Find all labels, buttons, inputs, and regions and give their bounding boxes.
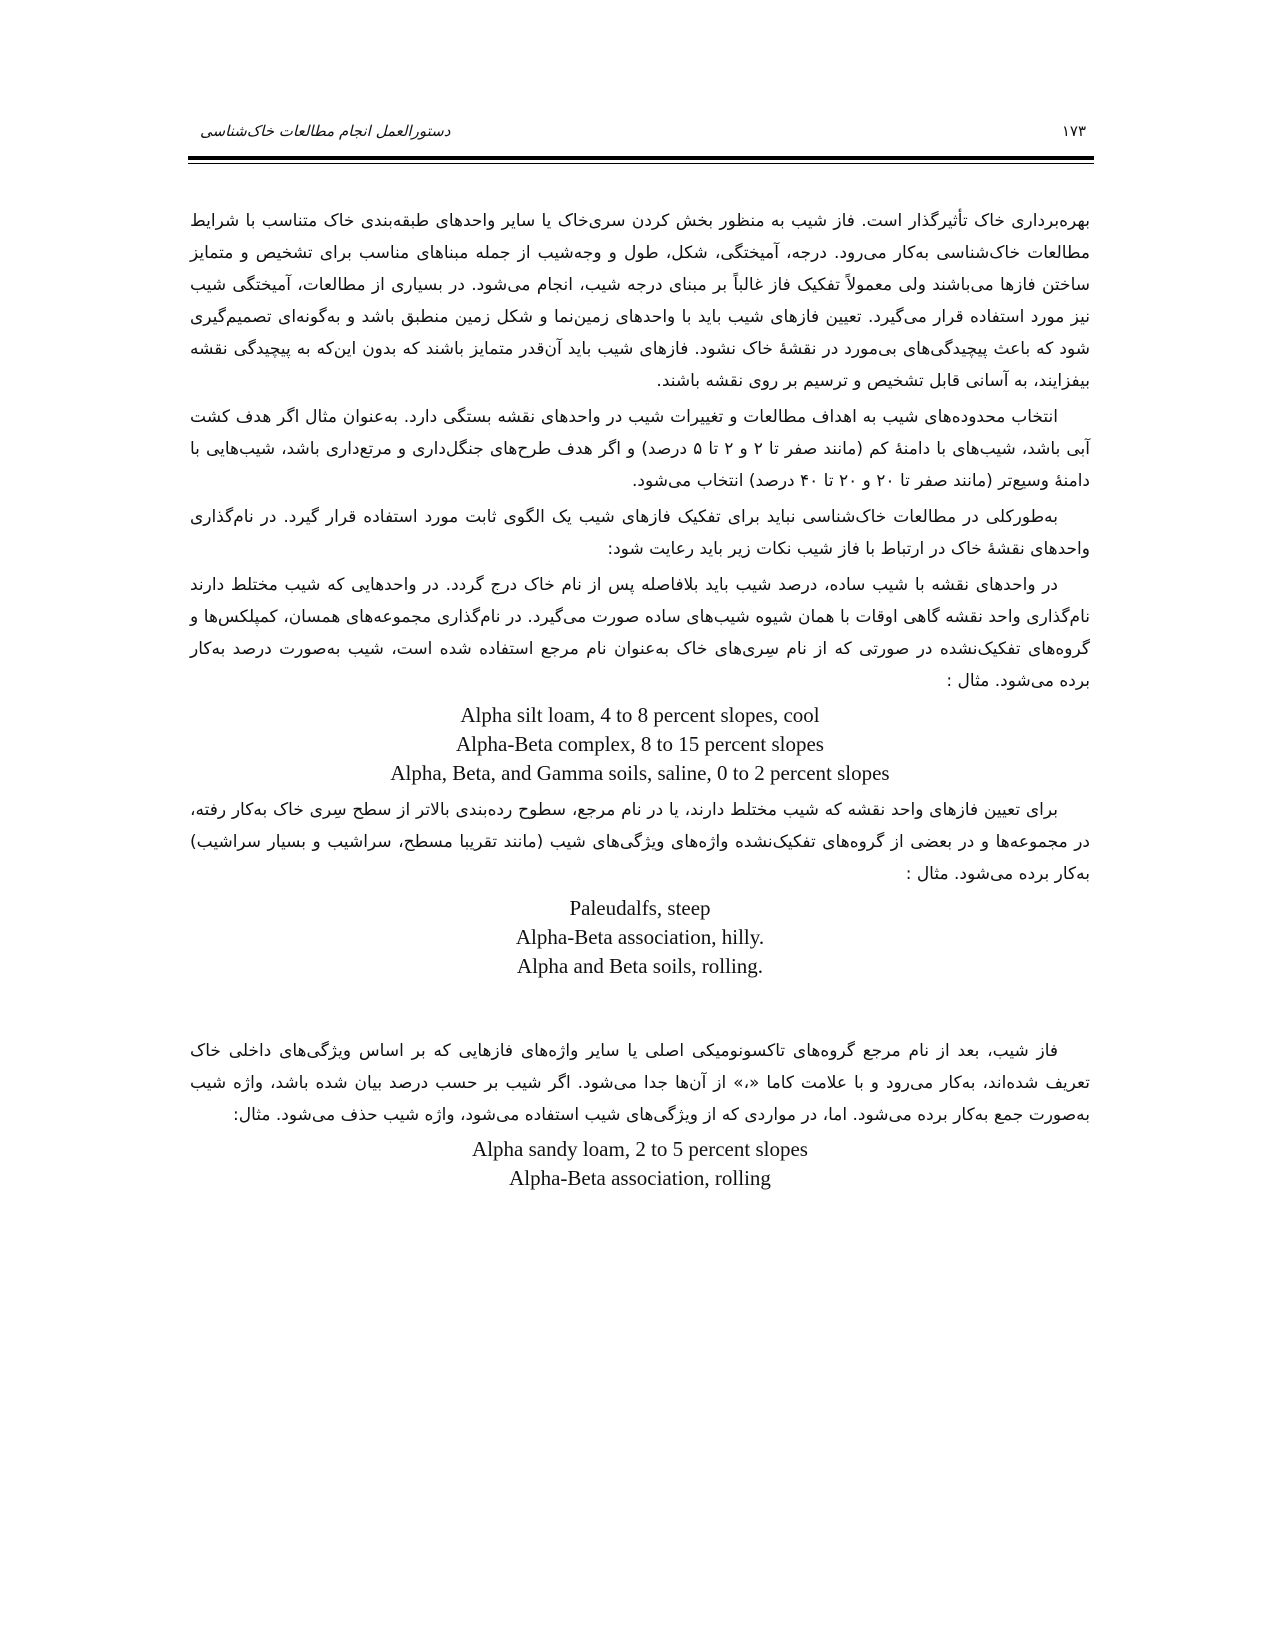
header-rule-thick (188, 156, 1094, 160)
paragraph-3: به‌طورکلی در مطالعات خاک‌شناسی نباید برای تفکیک فازهای شیب یک الگوی ثابت مورد استفاده قرار گیرد. در نام‌گذاری واحدهای نقشهٔ خاک در ارتباط با فاز شیب نکات زیر باید رعایت شود: (190, 507, 1090, 559)
example-line: Alpha sandy loam, 2 to 5 percent slopes (472, 1137, 808, 1161)
example-line: Alpha, Beta, and Gamma soils, saline, 0 to 2 percent slopes (390, 761, 890, 785)
example-line: Alpha-Beta complex, 8 to 15 percent slopes (456, 732, 824, 756)
example-block-1 (190, 701, 1090, 788)
example-line: Alpha silt loam, 4 to 8 percent slopes, cool (460, 703, 820, 727)
example-line: Paleudalfs, steep (569, 896, 711, 920)
paragraph-4: در واحدهای نقشه با شیب ساده، درصد شیب باید بلافاصله پس از نام خاک درج گردد. در واحدهایی که شیب مختلط دارند نام‌گذاری واحد نقشه گاهی اوقات با همان شیوه شیب‌های ساده صورت می‌گیرد. در نام‌گذاری مجموعه‌های همسان، کمپلکس‌ها و گروه‌های تفکیک‌نشده در صورتی که از نام سِری‌های خاک به‌عنوان نام مرجع استفاده شده است، شیب به‌صورت درصد به‌کار برده می‌شود. مثال : (190, 575, 1090, 691)
example-block-2 (190, 894, 1090, 981)
example-line: Alpha-Beta association, rolling (509, 1166, 771, 1190)
page-number: ۱۷۳ (1061, 122, 1086, 140)
example-line: Alpha and Beta soils, rolling. (516, 954, 764, 978)
running-header (188, 118, 1094, 148)
running-header-title: دستورالعمل انجام مطالعات خاک‌شناسی (200, 122, 451, 140)
paragraph-1: بهره‌برداری خاک تأثیرگذار است. فاز شیب به منظور بخش کردن سری‌خاک یا سایر واحدهای طبقه‌بندی خاک متناسب با شرایط مطالعات خاک‌شناسی به‌کار می‌رود. درجه، آمیختگی، شکل، طول و وجه‌شیب از جمله مبناهای مناسب برای تشخیص و متمایز ساختن فازها می‌باشند ولی معمولاً تفکیک فاز غالباً بر مبنای درجه شیب، انجام می‌شود. در بسیاری از مطالعات، آمیختگی شیب نیز مورد استفاده قرار می‌گیرد. تعیین فازهای شیب باید با واحدهای زمین‌نما و شکل زمین منطبق باشد و به‌گونه‌ای تصمیم‌گیری شود که باعث پیچیدگی‌های بی‌مورد در نقشهٔ خاک نشود. فازهای شیب باید آن‌قدر متمایز باشند که بدون این‌که به پیچیدگی نقشه بیفزایند، به آسانی قابل تشخیص و ترسیم بر روی نقشه باشند. (190, 211, 1090, 391)
page-body (190, 205, 1090, 1199)
example-line: Alpha-Beta association, hilly. (515, 925, 765, 949)
header-rule-thin (188, 163, 1094, 164)
example-block-3 (190, 1135, 1090, 1193)
paragraph-5: برای تعیین فازهای واحد نقشه که شیب مختلط دارند، یا در نام مرجع، سطوح رده‌بندی بالاتر از سطح سِری خاک به‌کار رفته، در مجموعه‌ها و در بعضی از گروه‌های تفکیک‌نشده واژه‌های ویژگی‌های شیب (مانند تقریبا مسطح، سراشیب و بسیار سراشیب) به‌کار برده می‌شود. مثال : (190, 800, 1090, 884)
paragraph-6: فاز شیب، بعد از نام مرجع گروه‌های تاکسونومیکی اصلی یا سایر واژه‌های فازهایی که بر اساس ویژگی‌های داخلی خاک تعریف شده‌اند، به‌کار می‌رود و با علامت کاما «،» از آن‌ها جدا می‌شود. اگر شیب بر حسب درصد بیان شده باشد، واژه شیب به‌صورت جمع به‌کار برده می‌شود. اما، در مواردی که از ویژگی‌های شیب استفاده می‌شود، واژه شیب حذف می‌شود. مثال: (190, 1041, 1090, 1125)
section-gap (190, 987, 1090, 1035)
paragraph-2: انتخاب محدوده‌های شیب به اهداف مطالعات و تغییرات شیب در واحدهای نقشه بستگی دارد. به‌عنوان مثال اگر هدف کشت آبی باشد، شیب‌های با دامنهٔ کم (مانند صفر تا ۲ و ۲ تا ۵ درصد) و اگر هدف طرح‌های جنگل‌داری و مرتع‌داری باشد، شیب‌هایی با دامنهٔ وسیع‌تر (مانند صفر تا ۲۰ و ۲۰ تا ۴۰ درصد) انتخاب می‌شود. (190, 407, 1090, 491)
